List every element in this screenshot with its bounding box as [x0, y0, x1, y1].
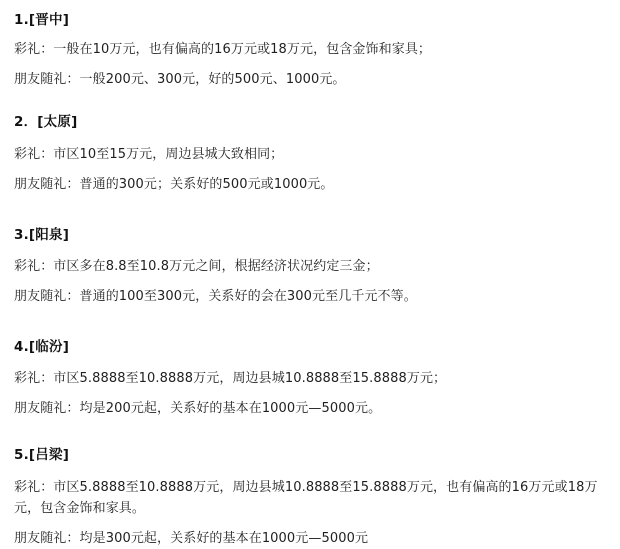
entry-line-bridal-gift: 彩礼：市区多在8.8至10.8万元之间，根据经济状况约定三金； [14, 258, 379, 274]
entry-jinzhong [14, 10, 606, 90]
entry-taiyuan [14, 112, 606, 194]
entry-line-friend-gift: 朋友随礼：均是200元起，关系好的基本在1000元—5000元。 [14, 401, 382, 417]
entry-title: 3.[阳泉] [14, 226, 70, 243]
entry-title: 5.[吕梁] [14, 447, 70, 464]
entry-line-friend-gift: 朋友随礼：均是300元起，关系好的基本在1000元—5000元 [14, 530, 369, 546]
entry-title: 1.[晋中] [14, 12, 70, 28]
entry-line-friend-gift: 朋友随礼：普通的100至300元，关系好的会在300元至几千元不等。 [14, 288, 417, 304]
entry-lvliang [14, 445, 606, 548]
entry-line-bridal-gift: 彩礼：市区5.8888至10.8888万元，周边县城10.8888至15.8888万元，也有偏高的16万元或18万元，包含金饰和家具。 [14, 479, 598, 516]
entry-line-bridal-gift: 彩礼：市区10至15万元，周边县城大致相同； [14, 146, 284, 162]
entry-line-friend-gift: 朋友随礼：一般200元、300元，好的500元、1000元。 [14, 72, 346, 88]
entry-title: 4.[临汾] [14, 339, 70, 356]
entry-linfen [14, 337, 606, 419]
entry-line-bridal-gift: 彩礼：一般在10万元，也有偏高的16万元或18万元，包含金饰和家具； [14, 42, 432, 58]
entry-title: 2．[太原] [14, 114, 78, 131]
entry-line-bridal-gift: 彩礼：市区5.8888至10.8888万元，周边县城10.8888至15.8888万元； [14, 371, 447, 387]
entry-yangquan [14, 225, 606, 307]
entry-line-friend-gift: 朋友随礼：普通的300元；关系好的500元或1000元。 [14, 176, 334, 192]
